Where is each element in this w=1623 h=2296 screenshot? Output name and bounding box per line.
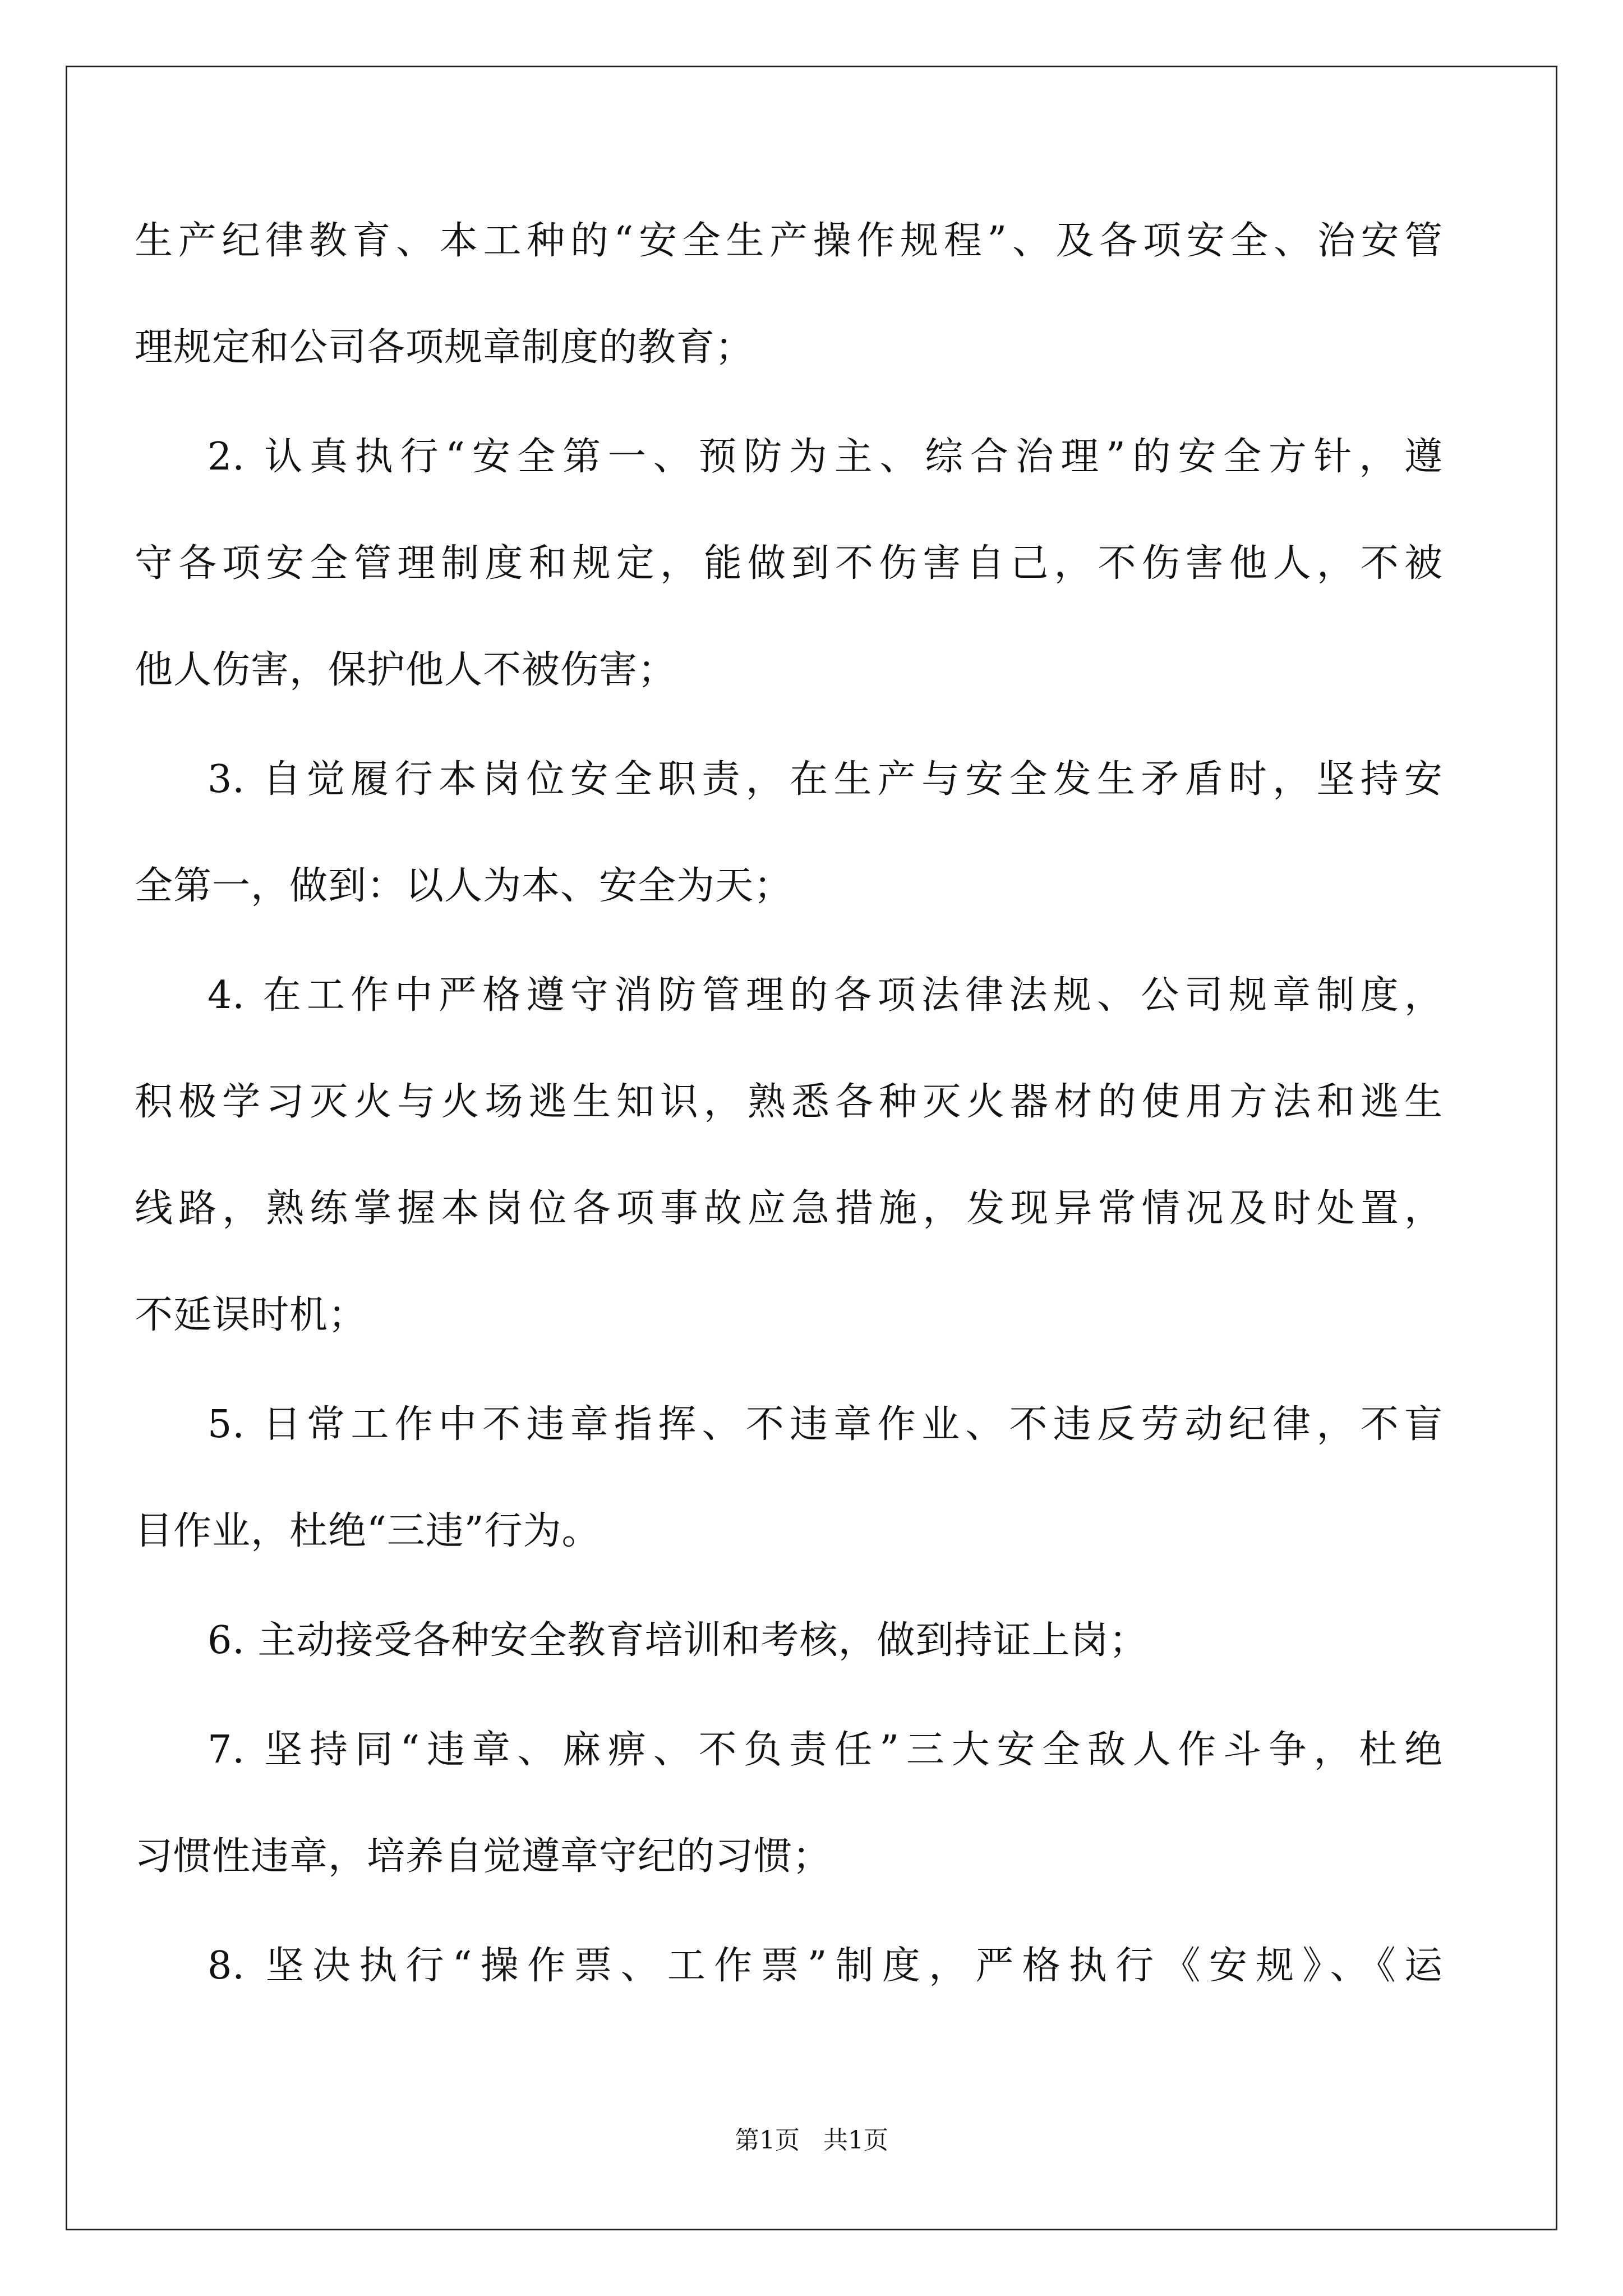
paragraph-4-line: 4. 在工作中严格遵守消防管理的各项法律法规、公司规章制度， — [208, 973, 1443, 1018]
text-line: 理规定和公司各项规章制度的教育； — [135, 325, 754, 370]
paragraph-5-line: 5. 日常工作中不违章指挥、不违章作业、不违反劳动纪律，不盲 — [208, 1402, 1443, 1447]
page-number-footer: 第1页 共1页 — [735, 2126, 888, 2155]
page-border — [66, 66, 1557, 2230]
text-line: 积极学习灭火与火场逃生知识，熟悉各种灭火器材的使用方法和逃生 — [135, 1080, 1443, 1124]
text-line: 不延误时机； — [135, 1293, 367, 1337]
text-line: 他人伤害，保护他人不被伤害； — [135, 648, 677, 692]
text-line: 守各项安全管理制度和规定，能做到不伤害自己，不伤害他人，不被 — [135, 541, 1443, 586]
paragraph-7-line: 7. 坚持同“违章、麻痹、不负责任”三大安全敌人作斗争，杜绝 — [208, 1728, 1443, 1772]
paragraph-8-line: 8. 坚决执行“操作票、工作票”制度，严格执行《安规》、《运 — [208, 1944, 1443, 1988]
text-line: 目作业，杜绝“三违”行为。 — [135, 1509, 601, 1553]
text-line: 习惯性违章，培养自觉遵章守纪的习惯； — [135, 1834, 832, 1879]
paragraph-3-line: 3. 自觉履行本岗位安全职责，在生产与安全发生矛盾时，坚持安 — [208, 757, 1443, 802]
paragraph-6-line: 6. 主动接受各种安全教育培训和考核，做到持证上岗； — [208, 1618, 1148, 1663]
paragraph-2-line: 2. 认真执行“安全第一、预防为主、综合治理”的安全方针，遵 — [208, 435, 1443, 479]
text-line: 生产纪律教育、本工种的“安全生产操作规程”、及各项安全、治安管 — [135, 219, 1443, 263]
text-line: 线路，熟练掌握本岗位各项事故应急措施，发现异常情况及时处置， — [135, 1186, 1443, 1231]
text-line: 全第一，做到：以人为本、安全为天； — [135, 864, 793, 908]
